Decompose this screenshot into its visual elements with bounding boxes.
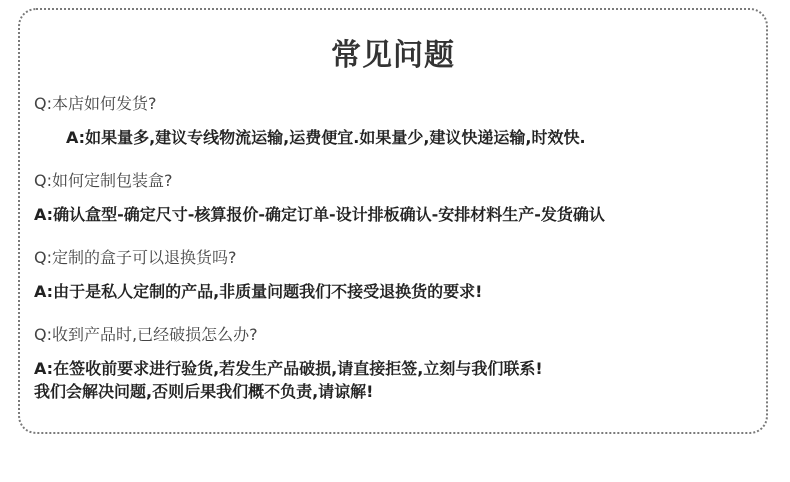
faq-item-damage [34,323,760,403]
faq-question: Q:本店如何发货? [34,94,157,113]
faq-question: Q:收到产品时,已经破损怎么办? [34,325,258,344]
faq-question: Q:定制的盒子可以退换货吗? [34,248,237,267]
page-title: 常见问题 [331,38,455,73]
faq-item-returns [34,246,760,303]
faq-answer [34,126,760,149]
faq-list [34,84,760,423]
faq-answer-line: A:在签收前要求进行验货,若发生产品破损,请直接拒签,立刻与我们联系! [34,359,543,378]
faq-answer-line: 我们会解决问题,否则后果我们概不负责,请谅解! [34,382,374,401]
faq-answer [34,357,760,403]
faq-question: Q:如何定制包装盒? [34,171,173,190]
faq-answer-line: A:如果量多,建议专线物流运输,运费便宜.如果量少,建议快递运输,时效快. [66,128,586,147]
faq-answer [34,280,760,303]
faq-answer-line: A:由于是私人定制的产品,非质量问题我们不接受退换货的要求! [34,282,483,301]
faq-answer-line: A:确认盒型-确定尺寸-核算报价-确定订单-设计排板确认-安排材料生产-发货确认 [34,205,605,224]
faq-card [18,8,768,434]
faq-item-shipping [34,92,760,149]
faq-item-customization [34,169,760,226]
faq-answer [34,203,760,226]
